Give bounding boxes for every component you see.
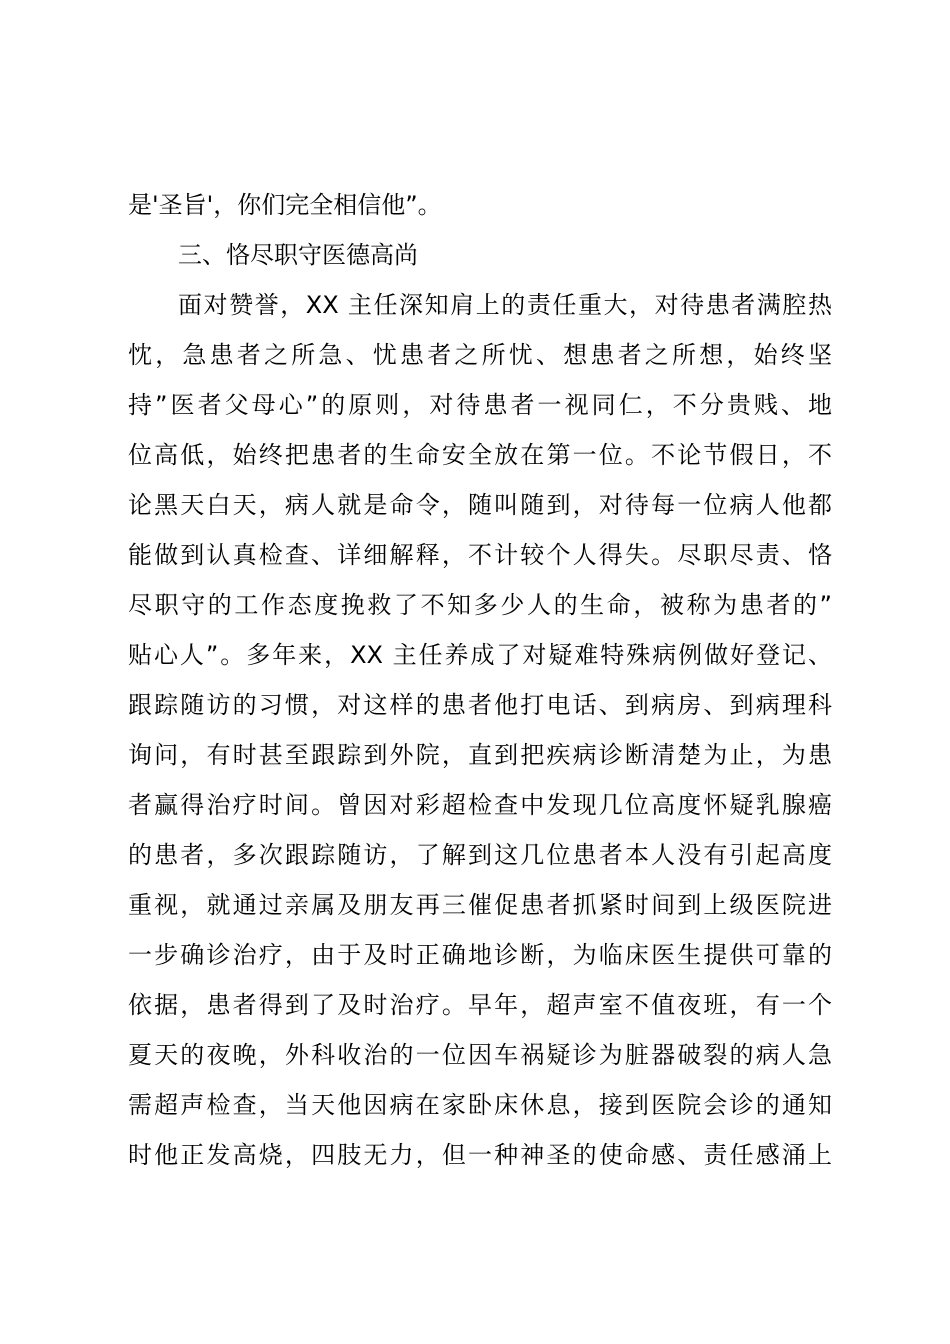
paragraph-line: 需超声检查，当天他因病在家卧床休息，接到医院会诊的通知 <box>128 1091 832 1119</box>
paragraph-line: 重视，就通过亲属及朋友再三催促患者抓紧时间到上级医院进 <box>128 891 832 919</box>
paragraph-line: 询问，有时甚至跟踪到外院，直到把疾病诊断清楚为止，为患 <box>128 741 832 769</box>
paragraph-line: 跟踪随访的习惯，对这样的患者他打电话、到病房、到病理科 <box>128 691 832 719</box>
paragraph-line: 位高低，始终把患者的生命安全放在第一位。不论节假日，不 <box>128 441 832 469</box>
paragraph-first-line: 面对赞誉，XX 主任深知肩上的责任重大，对待患者满腔热 <box>178 291 832 319</box>
paragraph-line: 者赢得治疗时间。曾因对彩超检查中发现几位高度怀疑乳腺癌 <box>128 791 832 819</box>
paragraph-end-line: 是'圣旨'，你们完全相信他”。 <box>128 191 442 219</box>
paragraph-line: 时他正发高烧，四肢无力，但一种神圣的使命感、责任感涌上 <box>128 1141 832 1169</box>
section-heading: 三、恪尽职守医德高尚 <box>178 241 418 269</box>
paragraph-line: 能做到认真检查、详细解释，不计较个人得失。尽职尽责、恪 <box>128 541 832 569</box>
paragraph-line: 持”医者父母心”的原则，对待患者一视同仁，不分贵贱、地 <box>128 391 832 419</box>
paragraph-line: 依据，患者得到了及时治疗。早年，超声室不值夜班，有一个 <box>128 991 832 1019</box>
paragraph-line: 夏天的夜晚，外科收治的一位因车祸疑诊为脏器破裂的病人急 <box>128 1041 832 1069</box>
paragraph-line: 论黑天白天，病人就是命令，随叫随到，对待每一位病人他都 <box>128 491 832 519</box>
paragraph-line: 尽职守的工作态度挽救了不知多少人的生命，被称为患者的” <box>128 591 832 619</box>
paragraph-line: 贴心人”。多年来，XX 主任养成了对疑难特殊病例做好登记、 <box>128 641 832 669</box>
paragraph-line: 一步确诊治疗，由于及时正确地诊断，为临床医生提供可靠的 <box>128 941 832 969</box>
paragraph-line: 忱，急患者之所急、忧患者之所忧、想患者之所想，始终坚 <box>128 341 832 369</box>
paragraph-line: 的患者，多次跟踪随访，了解到这几位患者本人没有引起高度 <box>128 841 832 869</box>
